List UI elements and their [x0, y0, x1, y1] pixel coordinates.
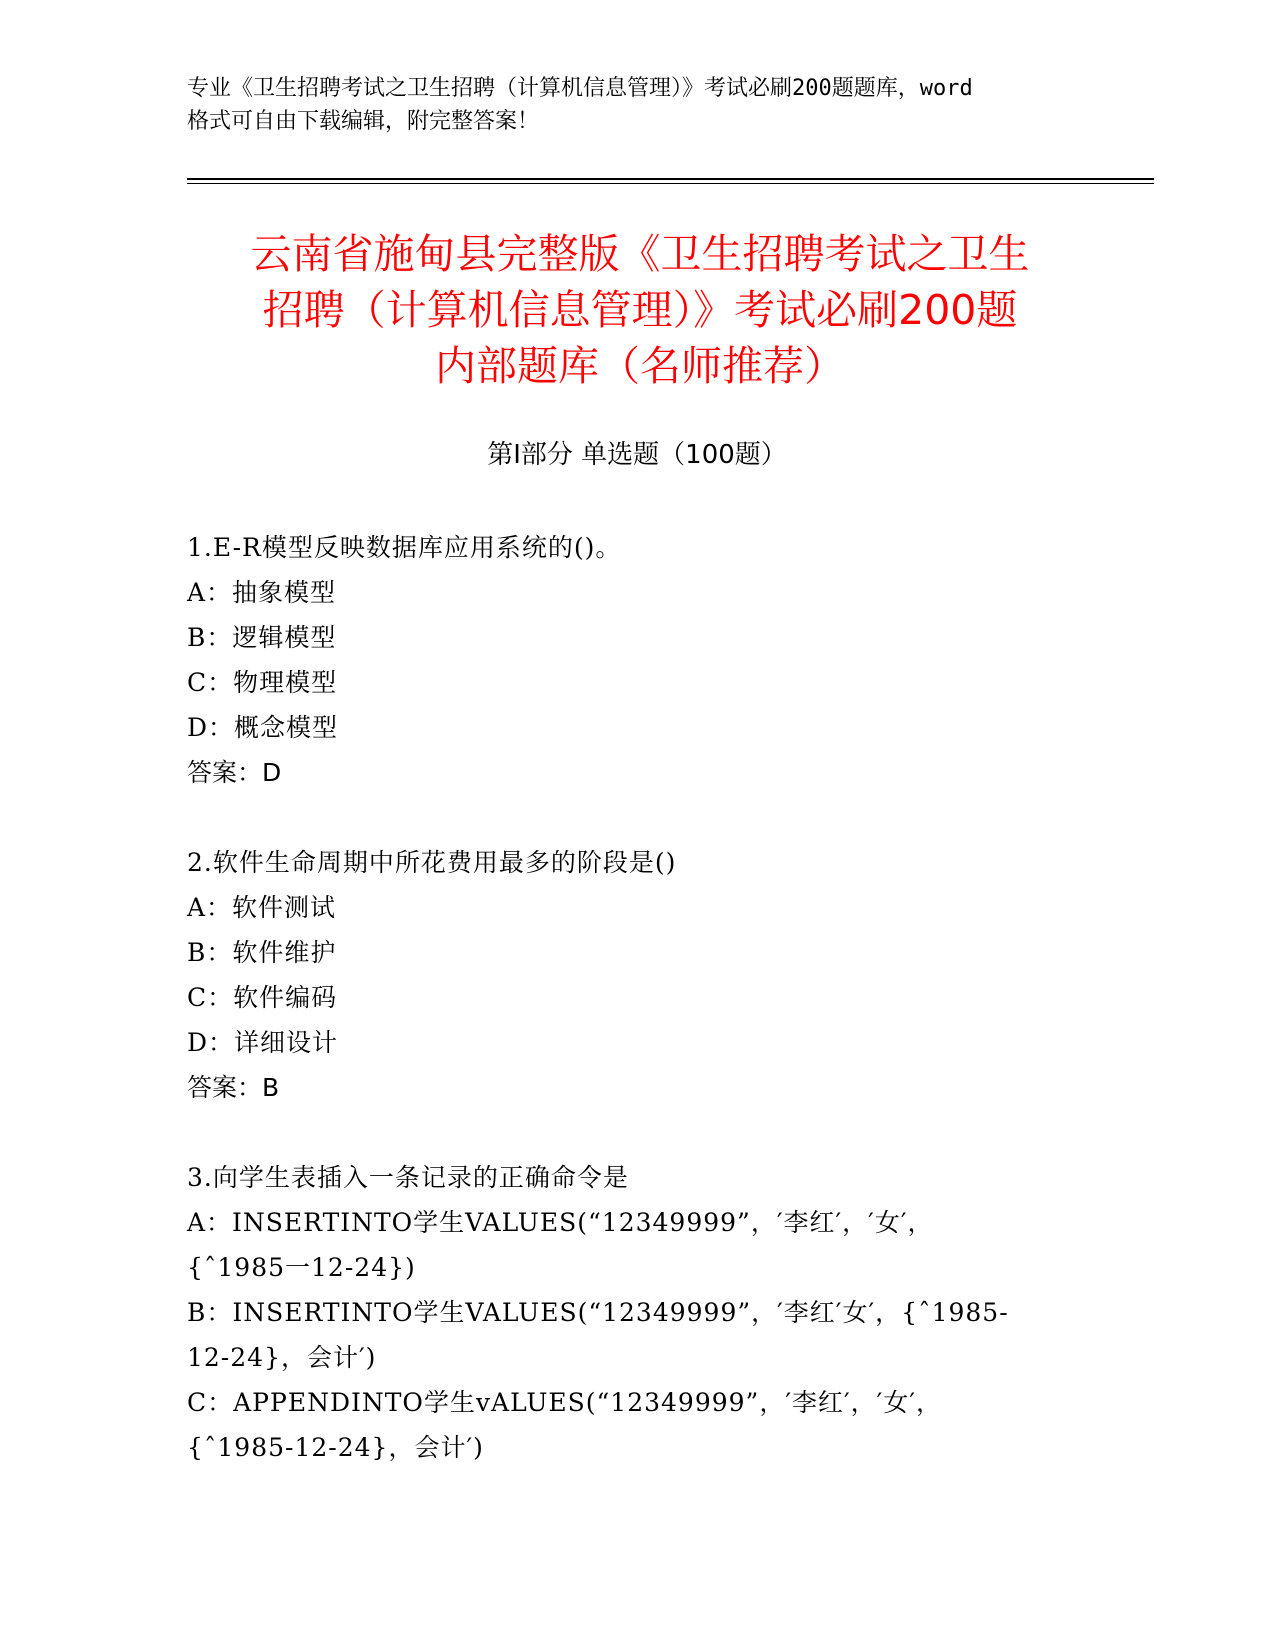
answer: 答案：B [187, 1073, 280, 1102]
option-b-continued: 12-24}，会计′) [187, 1343, 377, 1372]
header-divider-thin [187, 183, 1154, 184]
header-divider-thick [187, 178, 1154, 180]
question-2 [187, 840, 1087, 1110]
section-title: 第Ⅰ部分 单选题（100题） [487, 440, 787, 470]
document-title [180, 226, 1100, 394]
question-stem: 1.E-R模型反映数据库应用系统的()。 [187, 533, 622, 562]
option-c: C：物理模型 [187, 668, 338, 697]
document-title-line-3: 内部题库（名师推荐） [435, 342, 845, 390]
header-note-line-2: 格式可自由下载编辑，附完整答案！ [187, 109, 540, 134]
question-1 [187, 525, 1087, 795]
option-a: A：INSERTINTO学生VALUES(“12349999”，′李红′，′女′， [187, 1208, 934, 1237]
option-a-continued: {ˆ1985一12-24}) [187, 1253, 416, 1282]
header-note-line-1: 专业《卫生招聘考试之卫生招聘（计算机信息管理）》考试必刷200题题库，word [187, 76, 973, 101]
header-note [187, 72, 1087, 138]
document-title-line-2: 招聘（计算机信息管理）》考试必刷200题 [262, 286, 1018, 334]
question-stem: 2.软件生命周期中所花费用最多的阶段是() [187, 848, 677, 877]
option-c: C：APPENDINTO学生vALUES(“12349999”，′李红′，′女′， [187, 1388, 943, 1417]
document-title-line-1: 云南省施甸县完整版《卫生招聘考试之卫生 [250, 230, 1030, 278]
option-d: D：概念模型 [187, 713, 339, 742]
option-b: B：软件维护 [187, 938, 337, 967]
question-3 [187, 1155, 1087, 1470]
option-d: D：详细设计 [187, 1028, 339, 1057]
question-stem: 3.向学生表插入一条记录的正确命令是 [187, 1163, 629, 1192]
option-a: A：软件测试 [187, 893, 337, 922]
option-c: C：软件编码 [187, 983, 338, 1012]
option-b: B：INSERTINTO学生VALUES(“12349999”，′李红′女′，{ˆ1985- [187, 1298, 1009, 1327]
answer: 答案：D [187, 758, 282, 787]
option-a: A：抽象模型 [187, 578, 337, 607]
option-b: B：逻辑模型 [187, 623, 337, 652]
option-c-continued: {ˆ1985-12-24}，会计′) [187, 1433, 484, 1462]
